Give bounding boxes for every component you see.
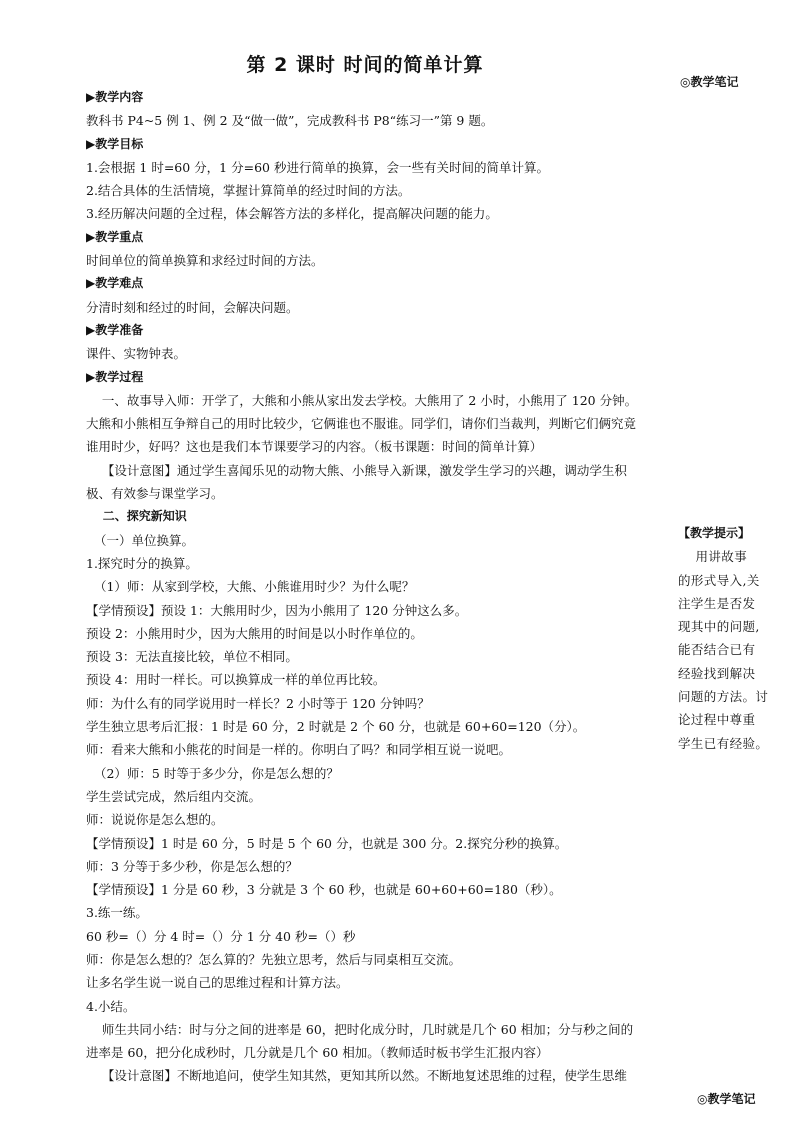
section-heading: ▶教学内容 xyxy=(86,90,144,104)
text-line: 时间单位的简单换算和求经过时间的方法。 xyxy=(86,253,324,269)
teaching-tip-line: 的形式导入,关 xyxy=(678,572,760,588)
section-heading: ▶教学过程 xyxy=(86,369,144,384)
text-line: 【设计意图】通过学生喜闻乐见的动物大熊、小熊导入新课，激发学生学习的兴趣，调动学生积 xyxy=(86,462,627,478)
teaching-notes-label-top: ◎教学笔记 xyxy=(680,75,739,89)
text-line: 大熊和小熊相互争辩自己的用时比较少，它俩谁也不服谁。同学们，请你们当裁判，判断它们俩究竟 xyxy=(86,416,637,432)
text-line: 2.结合具体的生活情境，掌握计算简单的经过时间的方法。 xyxy=(86,183,411,199)
teaching-tip-line: 经验找到解决 xyxy=(678,665,756,681)
section-heading: ▶教学难点 xyxy=(86,276,144,291)
lesson-body xyxy=(86,86,672,1088)
text-line: 师生共同小结：时与分之间的进率是 60，把时化成分时，几时就是几个 60 相加；分与秒之间的 xyxy=(86,1021,634,1037)
text-line: 谁用时少，好吗？这也是我们本节课要学习的内容。（板书课题：时间的简单计算） xyxy=(86,439,543,455)
teaching-notes-label-bottom: ◎教学笔记 xyxy=(697,1092,756,1106)
teaching-tip-line: 现其中的问题, xyxy=(678,619,760,635)
teaching-tip-line: 学生已有经验。 xyxy=(678,735,769,751)
text-line: 预设 2：小熊用时少，因为大熊用的时间是以小时作单位的。 xyxy=(86,625,423,641)
text-line: 【学情预设】1 分是 60 秒，3 分就是 3 个 60 秒，也就是 60+60+60=180（秒）。 xyxy=(86,882,562,898)
section-heading: 二、探究新知识 xyxy=(86,509,187,524)
text-line: （一）单位换算。 xyxy=(86,532,194,548)
text-line: 【学情预设】1 时是 60 分，5 时是 5 个 60 分，也就是 300 分。2.探究分秒的换算。 xyxy=(86,835,568,851)
lesson-title: 第 2 课时 时间的简单计算 xyxy=(246,54,484,76)
text-line: 【设计意图】不断地追问，使学生知其然，更知其所以然。不断地复述思维的过程，使学生思维 xyxy=(86,1068,627,1084)
text-line: 60 秒=（）分 4 时=（）分 1 分 40 秒=（）秒 xyxy=(86,928,356,944)
text-line: 1.探究时分的换算。 xyxy=(86,555,198,571)
text-line: （1）师：从家到学校，大熊、小熊谁用时少？为什么呢？ xyxy=(86,579,415,595)
text-line: 课件、实物钟表。 xyxy=(86,346,187,362)
text-line: 4.小结。 xyxy=(86,998,136,1014)
text-line: 学生尝试完成，然后组内交流。 xyxy=(86,788,262,804)
text-line: 学生独立思考后汇报：1 时是 60 分，2 时就是 2 个 60 分，也就是 60+60=120（分）。 xyxy=(86,719,586,735)
teaching-tip-line: 论过程中尊重 xyxy=(678,712,756,728)
text-line: 师：为什么有的同学说用时一样长？2 小时等于 120 分钟吗？ xyxy=(86,695,430,711)
text-line: 极、有效参与课堂学习。 xyxy=(86,486,224,502)
text-line: 教科书 P4~5 例 1、例 2 及“做一做”，完成教科书 P8“练习一”第 9 题。 xyxy=(86,113,494,129)
teaching-tip-title: 【教学提示】 xyxy=(678,526,751,540)
teaching-tip-line: 能否结合已有 xyxy=(678,642,756,658)
section-heading: ▶教学目标 xyxy=(86,136,144,151)
text-line: 一、故事导入师：开学了，大熊和小熊从家出发去学校。大熊用了 2 小时，小熊用了 120 分钟。 xyxy=(86,392,638,408)
teaching-tip-line: 问题的方法。讨 xyxy=(678,689,769,705)
teaching-tip-body xyxy=(678,545,774,755)
teaching-tip-line: 用讲故事 xyxy=(678,549,748,565)
text-line: 让多名学生说一说自己的思维过程和计算方法。 xyxy=(86,975,349,991)
text-line: 3.练一练。 xyxy=(86,905,148,921)
text-line: 师：3 分等于多少秒，你是怎么想的？ xyxy=(86,858,298,874)
text-line: 师：说说你是怎么想的。 xyxy=(86,812,224,828)
text-line: 【学情预设】预设 1：大熊用时少，因为小熊用了 120 分钟这么多。 xyxy=(86,602,468,618)
text-line: 师：看来大熊和小熊花的时间是一样的。你明白了吗？和同学相互说一说吧。 xyxy=(86,742,512,758)
text-line: 3.经历解决问题的全过程，体会解答方法的多样化，提高解决问题的能力。 xyxy=(86,206,498,222)
text-line: 1.会根据 1 时=60 分，1 分=60 秒进行简单的换算，会一些有关时间的简单计算。 xyxy=(86,159,549,175)
text-line: 预设 3：无法直接比较，单位不相同。 xyxy=(86,649,298,665)
section-heading: ▶教学准备 xyxy=(86,322,144,337)
text-line: 进率是 60，把分化成秒时，几分就是几个 60 相加。（教师适时板书学生汇报内容） xyxy=(86,1045,549,1061)
teaching-tip-sidebar xyxy=(678,522,774,755)
text-line: 预设 4：用时一样长。可以换算成一样的单位再比较。 xyxy=(86,672,386,688)
text-line: （2）师：5 时等于多少分，你是怎么想的？ xyxy=(86,765,339,781)
section-heading: ▶教学重点 xyxy=(86,229,144,244)
text-line: 分清时刻和经过的时间，会解决问题。 xyxy=(86,299,299,315)
teaching-tip-line: 注学生是否发 xyxy=(678,595,756,611)
text-line: 师：你是怎么想的？怎么算的？先独立思考，然后与同桌相互交流。 xyxy=(86,951,462,967)
